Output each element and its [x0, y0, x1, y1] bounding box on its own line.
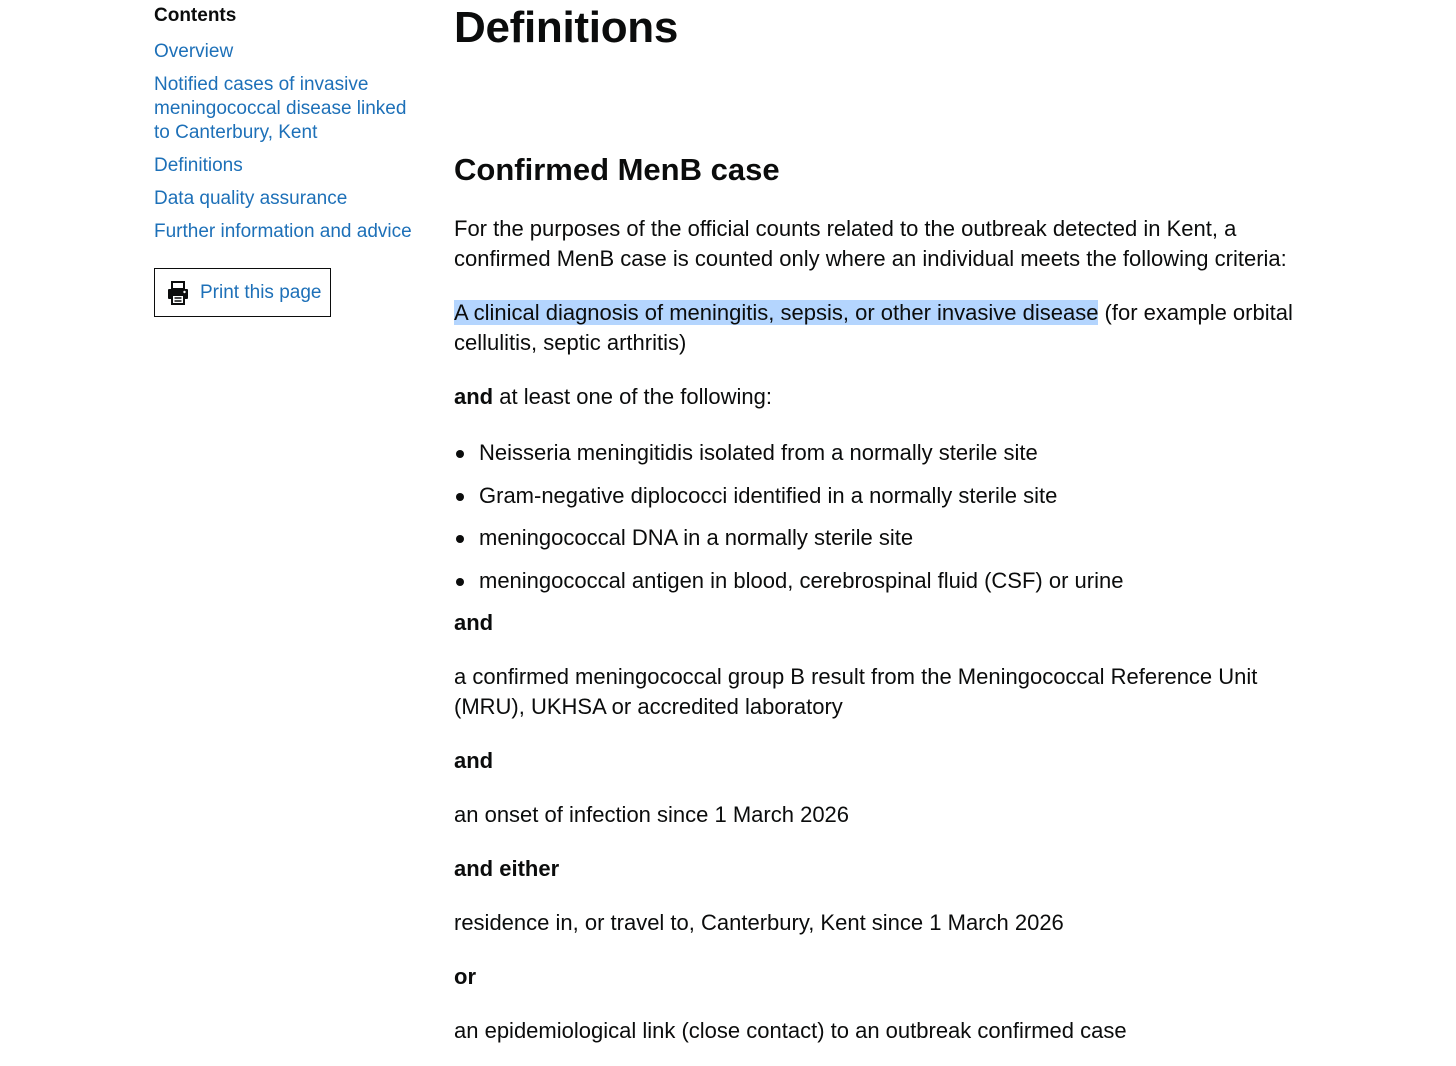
clinical-criterion-paragraph — [454, 298, 1314, 358]
contents-link-definitions[interactable]: Definitions — [154, 155, 243, 176]
contents-heading: Contents — [154, 5, 237, 26]
residence-paragraph: residence in, or travel to, Canterbury, Kent since 1 March 2026 — [454, 910, 1064, 935]
and-label-2: and — [454, 610, 494, 635]
list-item-text: Gram-negative diplococci identified in a normally sterile site — [479, 482, 1058, 508]
list-item-text: meningococcal antigen in blood, cerebrospinal fluid (CSF) or urine — [479, 567, 1124, 593]
list-item — [454, 523, 1314, 553]
list-item-text: meningococcal DNA in a normally sterile site — [479, 525, 914, 550]
contents-link-data-quality[interactable]: Data quality assurance — [154, 188, 348, 209]
printer-icon — [167, 281, 189, 305]
list-item — [454, 481, 1314, 511]
at-least-one-paragraph — [454, 382, 1314, 412]
clinical-criterion-examples: (for example orbital cellulitis, septic arthritis) — [454, 300, 1293, 355]
contents-link-notified-cases[interactable]: Notified cases of invasive meningococcal disease linked to Canterbury, Kent — [154, 74, 407, 143]
selected-text: A clinical diagnosis of meningitis, sepsis, or other invasive disease — [454, 300, 1099, 325]
bullet-icon — [456, 493, 464, 501]
intro-paragraph: For the purposes of the official counts related to the outbreak detected in Kent, a confirmed MenB case is counted only where an individual meets the following criteria: — [454, 216, 1287, 271]
at-least-one-text: at least one of the following: — [493, 384, 772, 409]
bullet-icon — [456, 450, 464, 458]
and-label: and — [454, 384, 494, 409]
and-label-3: and — [454, 748, 494, 773]
contents-link-further-info[interactable]: Further information and advice — [154, 221, 412, 242]
onset-paragraph: an onset of infection since 1 March 2026 — [454, 802, 850, 827]
print-page-button[interactable] — [154, 268, 331, 317]
or-label: or — [454, 964, 476, 989]
epi-link-paragraph: an epidemiological link (close contact) to an outbreak confirmed case — [454, 1018, 1127, 1043]
main-content — [454, 0, 1314, 1046]
bullet-icon — [456, 578, 464, 586]
page-title: Definitions — [454, 3, 679, 52]
section-title: Confirmed MenB case — [454, 152, 780, 187]
bullet-icon — [456, 535, 464, 543]
lab-criteria-list — [454, 438, 1314, 596]
contents-sidebar — [154, 0, 424, 317]
contents-list — [154, 40, 424, 244]
print-page-label: Print this page — [200, 281, 322, 303]
group-b-result-paragraph: a confirmed meningococcal group B result from the Meningococcal Reference Unit (MRU), UKHSA or accredited laboratory — [454, 664, 1258, 719]
list-item — [454, 566, 1314, 596]
list-item-text: Neisseria meningitidis isolated from a normally sterile site — [479, 440, 1038, 465]
contents-link-overview[interactable]: Overview — [154, 41, 234, 62]
list-item — [454, 438, 1314, 468]
and-either-label: and either — [454, 856, 560, 881]
